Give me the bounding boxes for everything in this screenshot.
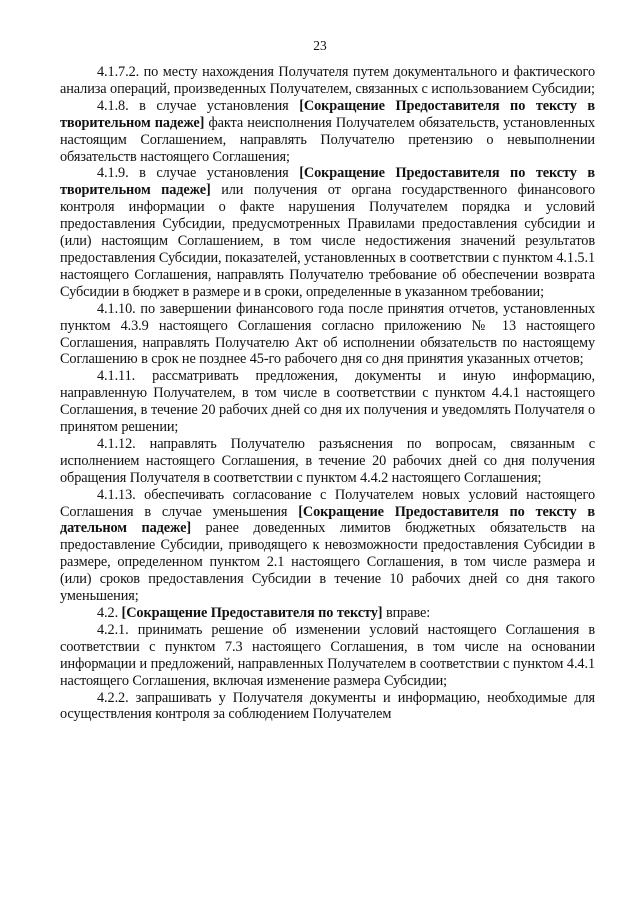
clause-number: 4.2.1.	[97, 621, 129, 638]
paragraph	[60, 487, 595, 605]
clause-text: направлять Получателю разъяснения по вопросам, связанным с исполнением настоящего Соглашения, в течение 20 рабочих дней со дня получения обращения Получателя в соответствии с пунктом 4.4.2 настоящего Соглашения;	[60, 435, 595, 486]
clause-number: 4.2.	[97, 605, 119, 621]
clause-text: по месту нахождения Получателя путем документального и фактического анализа операций, произведенных Получателем, связанных с использованием Субсидии;	[60, 64, 595, 97]
clause-number: 4.1.9.	[97, 165, 129, 182]
clause-number: 4.1.8.	[97, 97, 129, 114]
clause-text: запрашивать у Получателя документы и информацию, необходимые для осуществления контроля за соблюдением Получателем	[60, 689, 595, 723]
clause-text: в случае установления	[128, 97, 300, 114]
paragraph	[60, 368, 595, 436]
paragraph	[60, 165, 595, 300]
paragraph	[60, 605, 595, 622]
clause-number: 4.1.13.	[97, 486, 136, 503]
placeholder-bold-text: [Сокращение Предоставителя по тексту в дательном падеже]	[60, 503, 595, 537]
clause-text: рассматривать предложения, документы и иную информацию, направленную Получателем, в том числе в соответствии с пунктом 4.4.1 настоящего Соглашения, в течение 20 рабочих дней со дня их получения и уведомлять Получателя о принятом решении;	[60, 368, 595, 436]
clause-text: ранее доведенных лимитов бюджетных обязательств на предоставление Субсидии, приводящего к невозможности предоставления Субсидии в размере, определенном пунктом 2.1 настоящего Соглашения, в том числе размера и (или) сроков предоставления Субсидии в течение 10 рабочих дней со дня такого уменьшения;	[60, 520, 596, 605]
clause-number: 4.1.11.	[97, 368, 136, 385]
clause-text: в случае установления	[128, 165, 300, 182]
clause-number: 4.2.2.	[97, 689, 129, 706]
paragraph	[60, 301, 595, 369]
page-number: 23	[313, 38, 327, 53]
paragraph	[60, 622, 595, 690]
clause-text: или получения от органа государственного финансового контроля информации о факте нарушения Получателем порядка и условий предоставления Субсидии, предусмотренных Правилами предоставления субсидии и (или) настоящим Соглашением, в том числе недостижения значений результатов предоставления Субсидии, показателей, установленных в соответствии с пунктом 4.1.5.1 настоящего Соглашения, направлять Получателю требование об обеспечении возврата Субсидии в бюджет в размере и в сроки, определенные в указанном требовании;	[60, 182, 596, 300]
paragraph	[60, 64, 595, 98]
paragraph	[60, 98, 595, 166]
clause-number: 4.1.7.2.	[97, 64, 140, 80]
clause-text: факта неисполнения Получателем обязательств, установленных настоящим Соглашением, направлять Получателю претензию о невыполнении обязательств настоящего Соглашения;	[60, 114, 595, 165]
placeholder-bold-text: [Сокращение Предоставителя по тексту в творительном падеже]	[60, 165, 595, 199]
paragraph	[60, 436, 595, 487]
clause-text: вправе:	[382, 605, 431, 621]
paragraph	[60, 690, 595, 724]
document-body	[60, 64, 595, 723]
clause-number: 4.1.12.	[97, 435, 136, 452]
placeholder-bold-text: [Сокращение Предоставителя по тексту]	[121, 605, 383, 621]
clause-text: принимать решение об изменении условий настоящего Соглашения в соответствии с пунктом 7.3 настоящего Соглашения, в том числе на основании информации и предложений, направленных Получателем в соответствии с пунктом 4.4.1 настоящего Соглашения, включая изменение размера Субсидии;	[60, 621, 595, 689]
placeholder-bold-text: [Сокращение Предоставителя по тексту в творительном падеже]	[60, 97, 595, 131]
clause-text: по завершении финансового года после принятия отчетов, установленных пунктом 4.3.9 настоящего Соглашения согласно приложению № 13 настоящего Соглашения, направлять Получателю Акт об исполнении обязательств по настоящему Соглашению в срок не позднее 45-го рабочего дня со дня принятия указанных отчетов;	[60, 300, 595, 368]
clause-text: обеспечивать согласование с Получателем новых условий настоящего Соглашения в случае уменьшения	[60, 486, 595, 520]
clause-number: 4.1.10.	[97, 300, 136, 317]
